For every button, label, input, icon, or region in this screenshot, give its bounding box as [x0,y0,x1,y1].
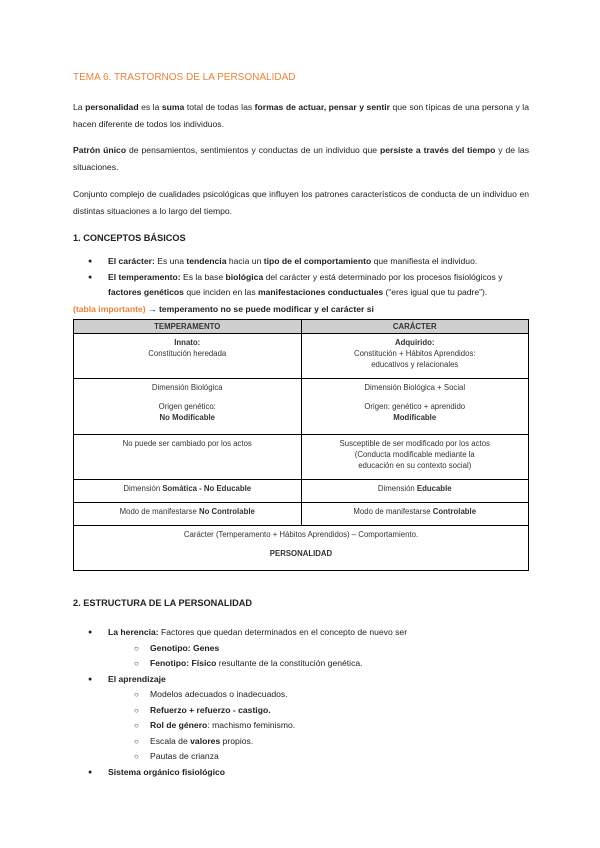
list-item-sistema: ● Sistema orgánico fisiológico [88,765,528,781]
table-cell: Dimensión Educable [301,480,529,503]
table-cell: No puede ser cambiado por los actos [74,435,302,480]
table-note: (tabla importante) → temperamento no se puede modificar y el carácter si [73,304,374,314]
section-2-heading: 2. ESTRUCTURA DE LA PERSONALIDAD [73,598,252,608]
table-cell: Modo de manifestarse No Controlable [74,503,302,526]
list-item: ○ Rol de género: machismo feminismo. [134,718,528,734]
list-item: ○ Genotipo: Genes [134,641,528,657]
table-cell: Carácter (Temperamento + Hábitos Aprendidos) – Comportamiento. PERSONALIDAD [74,526,529,571]
table-cell: Innato: Constitución heredada [74,334,302,379]
section-1-heading: 1. CONCEPTOS BÁSICOS [73,233,186,243]
concepts-list [88,254,528,301]
aprendizaje-sublist [108,687,528,765]
list-item-herencia: ● La herencia: Factores que quedan determinados en el concepto de nuevo ser ○ Genotipo: Genes ○ Fenotipo: Físico resultante de la constitución genética. [88,625,528,672]
intro-paragraph-3: Conjunto complejo de cualidades psicológicas que influyen los patrones característicos de conducta de un individuo en distintas situaciones a lo largo del tiempo. [73,189,529,216]
structure-list [88,625,528,780]
table-row [74,334,529,379]
table-cell: Adquirido: Constitución + Hábitos Aprendidos: educativos y relacionales [301,334,529,379]
herencia-sublist [108,641,528,672]
table-cell: Dimensión Biológica + Social Origen: genético + aprendido Modificable [301,379,529,435]
table-header-caracter: CARÁCTER [301,320,529,334]
table-cell: Modo de manifestarse Controlable [301,503,529,526]
list-item-caracter: ● El carácter: Es una tendencia hacia un tipo de el comportamiento que manifiesta el individuo. [88,254,528,270]
list-item-temperamento: ● El temperamento: Es la base biológica del carácter y está determinado por los procesos fisiológicos y factores genéticos que inciden en las manifestaciones conductuales (“eres igual que tu padre”). [88,270,528,301]
table-header-temperamento: TEMPERAMENTO [74,320,302,334]
list-item: ○ Fenotipo: Físico resultante de la constitución genética. [134,656,528,672]
list-item: ○ Pautas de crianza [134,749,528,765]
intro-paragraph-1: La personalidad es la suma total de todas las formas de actuar, pensar y sentir que son típicas de una persona y la hacen diferente de todos los individuos. [73,102,529,129]
temperament-character-table [73,319,529,571]
list-item: ○ Modelos adecuados o inadecuados. [134,687,528,703]
table-row [74,379,529,435]
intro-paragraph-2: Patrón único de pensamientos, sentimientos y conductas de un individuo que persiste a través del tiempo y de las situaciones. [73,145,530,172]
table-cell: Dimensión Biológica Origen genético: No Modificable [74,379,302,435]
table-row [74,435,529,480]
list-item: ○ Escala de valores propios. [134,734,528,750]
document-title: TEMA 6. TRASTORNOS DE LA PERSONALIDAD [73,72,296,83]
table-cell: Susceptible de ser modificado por los actos (Conducta modificable mediante la educación en su contexto social) [301,435,529,480]
list-item: ○ Refuerzo + refuerzo - castigo. [134,703,528,719]
table-row [74,503,529,526]
table-cell: Dimensión Somática - No Educable [74,480,302,503]
table-row [74,480,529,503]
list-item-aprendizaje: ● El aprendizaje ○ Modelos adecuados o inadecuados. ○ Refuerzo + refuerzo - castigo. ○ Rol de género: machismo feminismo. ○ Escala de valores propios. ○ Pautas de crianza [88,672,528,765]
table-row [74,526,529,571]
